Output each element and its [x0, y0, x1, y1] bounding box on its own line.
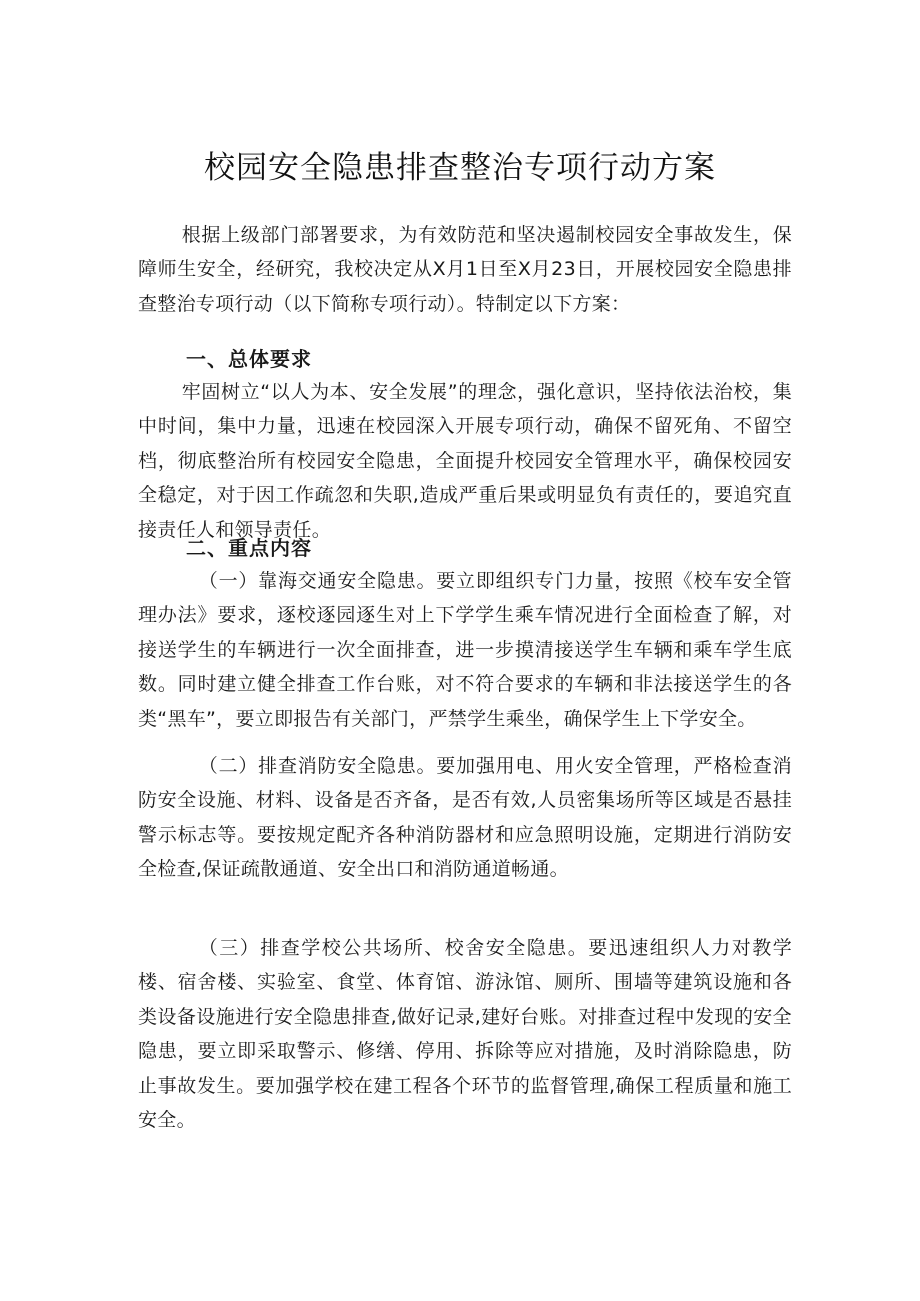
general-requirements-paragraph: 牢固树立“以人为本、安全发展”的理念，强化意识，坚持依法治校，集中时间，集中力量，迅速在校园深入开展专项行动，确保不留死角、不留空档，彻底整治所有校园安全隐患，全面提升校园安全管理水平，确保校园安全稳定，对于因工作疏忽和失职,造成严重后果或明显负有责任的，要追究直接责任人和领导责任。 — [138, 381, 792, 541]
key-content-item-fire-safety: （二）排查消防安全隐患。要加强用电、用火安全管理，严格检查消防安全设施、材料、设备是否齐备，是否有效,人员密集场所等区域是否悬挂警示标志等。要按规定配齐各种消防器材和应急照明设施，定期进行消防安全检查,保证疏散通道、安全出口和消防通道畅通。 — [138, 755, 792, 881]
document-title: 校园安全隐患排查整治专项行动方案 — [204, 150, 716, 186]
intro-paragraph: 根据上级部门部署要求，为有效防范和坚决遏制校园安全事故发生，保障师生安全，经研究，我校决定从X月1日至X月23日，开展校园安全隐患排查整治专项行动（以下简称专项行动）。特制定以下方案： — [138, 224, 792, 315]
key-content-item-public-places-safety: （三）排查学校公共场所、校舍安全隐患。要迅速组织人力对教学楼、宿舍楼、实验室、食堂、体育馆、游泳馆、厕所、围墙等建筑设施和各类设备设施进行安全隐患排查,做好记录,建好台账。对排查过程中发现的安全隐患，要立即采取警示、修缮、停用、拆除等应对措施，及时消除隐患，防止事故发生。要加强学校在建工程各个环节的监督管理,确保工程质量和施工安全。 — [138, 937, 792, 1132]
key-content-item-traffic-safety: （一）靠海交通安全隐患。要立即组织专门力量，按照《校车安全管理办法》要求，逐校逐园逐生对上下学学生乘车情况进行全面检查了解，对接送学生的车辆进行一次全面排查，进一步摸清接送学生车辆和乘车学生底数。同时建立健全排查工作台账，对不符合要求的车辆和非法接送学生的各类“黑车”，要立即报告有关部门，严禁学生乘坐，确保学生上下学安全。 — [138, 570, 792, 730]
section-heading-key-content: 二、重点内容 — [186, 536, 312, 560]
section-heading-general-requirements: 一、总体要求 — [186, 347, 312, 371]
